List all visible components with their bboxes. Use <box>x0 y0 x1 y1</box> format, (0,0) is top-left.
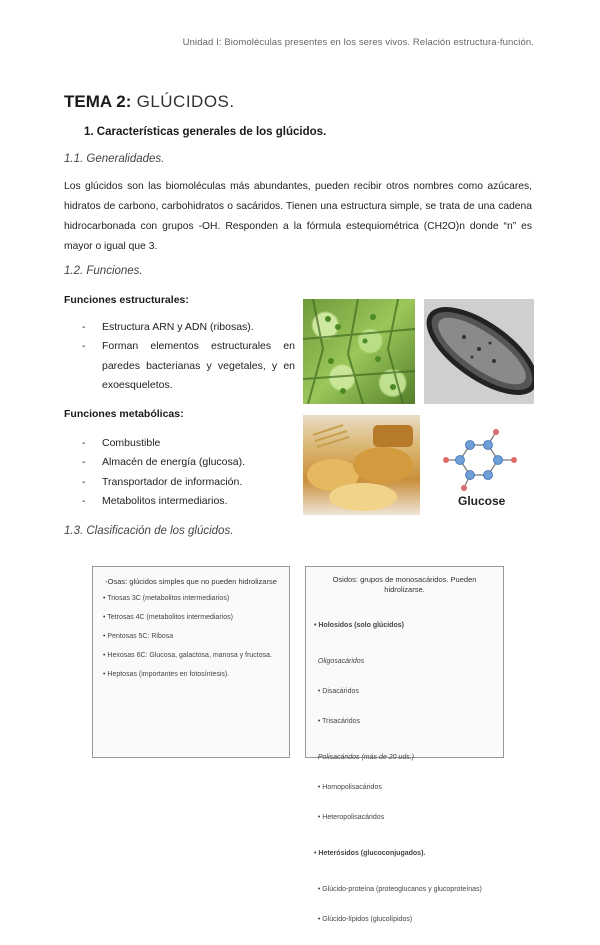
carbohydrate-foods-image <box>303 415 420 515</box>
estructurales-title: Funciones estructurales: <box>64 294 189 306</box>
generalidades-heading: 1.1. Generalidades. <box>64 153 165 165</box>
title-bold: TEMA 2: <box>64 92 132 111</box>
metabolicas-list <box>82 434 295 511</box>
list-item: Polisacáridos (más de 20 uds.) <box>314 754 414 761</box>
glucose-label: Glucose <box>458 494 506 508</box>
list-item: - Metabolitos intermediarios. <box>82 492 295 511</box>
osidos-title: Osidos: grupos de monosacáridos. Pueden hidrolizarse. <box>332 575 477 594</box>
list-item: - Estructura ARN y ADN (ribosas). <box>82 318 295 337</box>
generalidades-paragraph: Los glúcidos son las biomoléculas más abundantes, pueden recibir otros nombres como azúcares, hidratos de carbono, carbohidratos o sacáridos. Tienen una estructura simple, se trata de una cadena hidrocarbonada con grupos -OH. Responden a la fórmula estequiométrica (CH2O)n donde “n” es mayor o igual que 3. <box>64 181 532 252</box>
osas-box <box>92 566 290 758</box>
osas-list <box>103 594 281 680</box>
title-rest: GLÚCIDOS. <box>131 92 235 111</box>
list-item: • Trisacáridos <box>314 718 361 725</box>
list-item: • Heteropolisacáridos <box>314 814 385 821</box>
list-item: • Holosidos (solo glúcidos) <box>314 622 404 629</box>
metabolicas-title: Funciones metabólicas: <box>64 408 184 420</box>
list-item: - Almacén de energía (glucosa). <box>82 453 295 472</box>
section-heading: 1. Características generales de los glúcidos. <box>84 126 327 138</box>
list-item: • Glúcido-proteína (proteoglucanos y glucoproteínas) <box>314 886 482 893</box>
bacterium-micrograph-image <box>424 299 534 404</box>
list-item: • Heptosas (importantes en fotosíntesis). <box>103 671 230 678</box>
list-item: • Triosas 3C (metabolitos intermediarios) <box>103 595 230 602</box>
list-item: • Glúcido-lípidos (glucolípidos) <box>314 916 413 923</box>
glucose-molecule-image <box>440 420 530 515</box>
list-item: • Disacáridos <box>314 688 359 695</box>
header-note: Unidad I: Biomoléculas presentes en los seres vivos. Relación estructura-función. <box>182 37 534 48</box>
list-item: - Forman elementos estructurales en paredes bacterianas y vegetales, y en exoesqueletos. <box>82 337 295 395</box>
osidos-box <box>305 566 504 923</box>
list-item: • Heterósidos (glucoconjugados). <box>314 850 426 857</box>
funciones-heading: 1.2. Funciones. <box>64 265 143 277</box>
list-item: • Pentosas 5C: Ribosa <box>103 633 174 640</box>
clasificacion-heading: 1.3. Clasificación de los glúcidos. <box>64 525 234 537</box>
list-item: - Transportador de información. <box>82 473 295 492</box>
page-title <box>64 92 235 112</box>
estructurales-list <box>82 318 295 395</box>
list-item: • Hexosas 6C: Glucosa, galactosa, manosa y fructosa. <box>103 652 272 659</box>
list-item: Oligosacáridos <box>314 658 365 665</box>
osidos-list <box>314 601 497 945</box>
list-item: - Combustible <box>82 434 295 453</box>
osas-title: -Osas: glúcidos simples que no pueden hidrolizarse <box>105 577 277 586</box>
list-item: • Tetrosas 4C (metabolitos intermediarios) <box>103 614 233 621</box>
list-item: • Homopolisacáridos <box>314 784 382 791</box>
plant-cells-image <box>303 299 415 404</box>
